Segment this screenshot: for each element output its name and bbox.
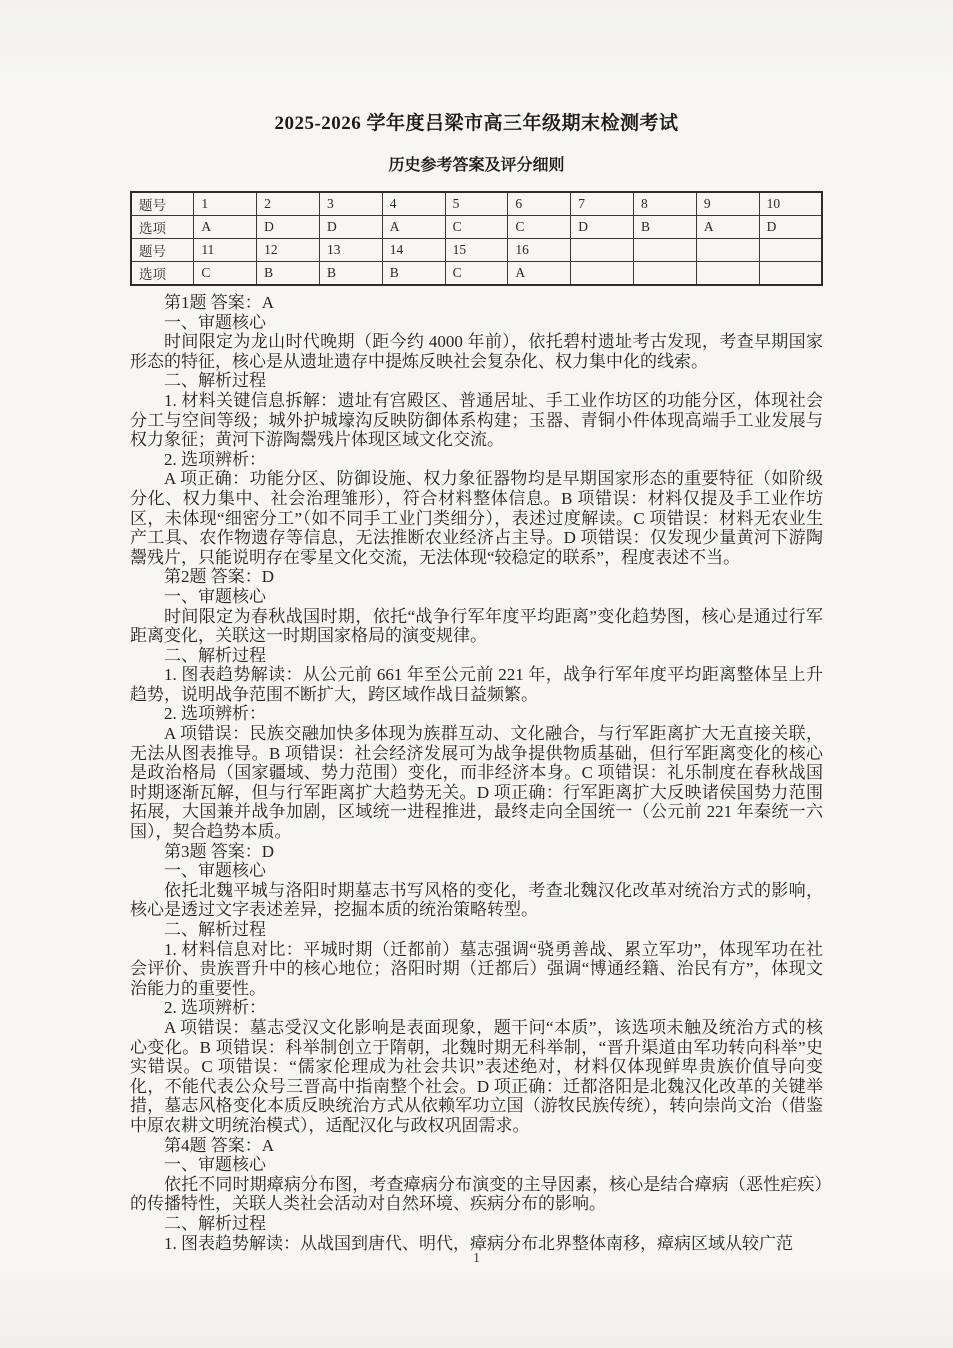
- answer-table-cell: 5: [445, 192, 508, 216]
- paragraph: A 项错误：民族交融加快多体现为族群互动、文化融合，与行军距离扩大无直接关联，无法从图表推导。B 项错误：社会经济发展可为战争提供物质基础，但行军距离变化的核心是政治格局（国家疆域、势力范围）变化，而非经济本身。C 项错误：礼乐制度在春秋战国时期逐渐瓦解，但与行军距离扩大趋势无关。D 项正确：行军距离扩大反映诸侯国势力范围拓展，大国兼并战争加剧，区域统一进程推进，最终走向全国统一（公元前 221 年秦统一六国），契合趋势本质。: [130, 724, 823, 842]
- answer-table-cell: 16: [508, 239, 571, 262]
- paragraph: 一、审题核心: [164, 1155, 266, 1175]
- answer-table-cell: A: [382, 216, 445, 239]
- answer-table-cell: C: [445, 262, 508, 286]
- paragraph: 依托不同时期瘴病分布图，考查瘴病分布演变的主导因素，核心是结合瘴病（恶性疟疾）的传播特性，关联人类社会活动对自然环境、疾病分布的影响。: [130, 1174, 823, 1214]
- answer-table-cell: [759, 262, 822, 286]
- paragraph: 第3题 答案：D: [164, 841, 275, 861]
- paragraph: 二、解析过程: [164, 1213, 266, 1233]
- answer-table-cell: [759, 239, 822, 262]
- paragraph: 1. 图表趋势解读：从战国到唐代、明代，瘴病分布北界整体南移，瘴病区域从较广范: [164, 1233, 793, 1253]
- answer-table-cell: 13: [319, 239, 382, 262]
- answer-table-cell: 选项: [131, 216, 194, 239]
- answer-table-cell: 7: [571, 192, 634, 216]
- paragraph: 二、解析过程: [164, 645, 266, 665]
- answer-table-cell: 14: [382, 239, 445, 262]
- answer-table-cell: 10: [759, 192, 822, 216]
- answer-table-cell: 题号: [131, 192, 194, 216]
- paragraph: A 项错误：墓志受汉文化影响是表面现象，题干问“本质”，该选项未触及统治方式的核心变化。B 项错误：科举制创立于隋朝，北魏时期无科举制，“晋升渠道由军功转向科举”史实错误。C 项错误：“儒家伦理成为社会共识”表述绝对，材料仅体现鲜卑贵族价值导向变化，不能代表公众号三晋高中指南整个社会。D 项正确：迁都洛阳是北魏汉化改革的关键举措，墓志风格变化本质反映统治方式从依赖军功立国（游牧民族传统），转向崇尚文治（借鉴中原农耕文明统治模式），适配汉化与政权巩固需求。: [130, 1017, 823, 1135]
- paragraph: 一、审题核心: [164, 861, 266, 881]
- answer-table-cell: 8: [634, 192, 697, 216]
- answer-table-cell: B: [257, 262, 320, 286]
- answer-table-body: [131, 192, 822, 285]
- answer-table-cell: [571, 239, 634, 262]
- answer-table-cell: 选项: [131, 262, 194, 286]
- answer-table-cell: B: [382, 262, 445, 286]
- paragraph: 时间限定为春秋战国时期，依托“战争行军年度平均距离”变化趋势图，核心是通过行军距离变化，关联这一时期国家格局的演变规律。: [130, 606, 823, 646]
- paragraph: 1. 材料关键信息拆解：遗址有宫殿区、普通居址、手工业作坊区的功能分区，体现社会分工与空间等级；城外护城壕沟反映防御体系构建；玉器、青铜小件体现高端手工业发展与权力象征；黄河下游陶鬶残片体现区域文化交流。: [130, 390, 823, 450]
- answer-table-cell: 12: [257, 239, 320, 262]
- paragraph: 时间限定为龙山时代晚期（距今约 4000 年前），依托碧村遗址考古发现，考查早期国家形态的特征，核心是从遗址遗存中提炼反映社会复杂化、权力集中化的线索。: [130, 332, 823, 371]
- paragraph: 1. 材料信息对比：平城时期（迁都前）墓志强调“骁勇善战、累立军功”，体现军功在社会评价、贵族晋升中的核心地位；洛阳时期（迁都后）强调“博通经籍、治民有方”，体现文治能力的重要性。: [130, 939, 823, 998]
- page-number: 1: [473, 1250, 480, 1265]
- answer-table-cell: 9: [696, 192, 759, 216]
- answer-table-cell: A: [194, 216, 257, 239]
- paragraph: 2. 选项辨析：: [164, 449, 266, 469]
- answer-table-cell: A: [696, 216, 759, 239]
- answer-table-cell: D: [319, 216, 382, 239]
- answer-table-cell: 15: [445, 239, 508, 262]
- answer-table-cell: C: [194, 262, 257, 286]
- paragraph: 1. 图表趋势解读：从公元前 661 年至公元前 221 年，战争行军年度平均距离整体呈上升趋势，说明战争范围不断扩大，跨区域作战日益频繁。: [130, 665, 823, 704]
- answer-table-cell: A: [508, 262, 571, 286]
- paragraph: 依托北魏平城与洛阳时期墓志书写风格的变化，考查北魏汉化改革对统治方式的影响，核心是透过文字表述差异，挖掘本质的统治策略转型。: [130, 880, 823, 920]
- answer-table-cell: 6: [508, 192, 571, 216]
- answer-table-cell: 2: [257, 192, 320, 216]
- answer-table-cell: [634, 262, 697, 286]
- answer-table-cell: 1: [194, 192, 257, 216]
- paragraph: 第2题 答案：D: [164, 567, 275, 587]
- document-subtitle: 历史参考答案及评分细则: [388, 157, 565, 174]
- answer-table-cell: 11: [194, 239, 257, 262]
- explanations: [130, 293, 823, 1253]
- document-content: [130, 0, 823, 1253]
- answer-table-cell: D: [759, 216, 822, 239]
- answer-key-table: [130, 191, 823, 286]
- paragraph: 一、审题核心: [164, 312, 266, 332]
- paragraph: 一、审题核心: [164, 586, 266, 606]
- paragraph: 第4题 答案：A: [164, 1135, 275, 1155]
- answer-table-cell: [571, 262, 634, 286]
- answer-table-cell: C: [508, 216, 571, 239]
- paragraph: 二、解析过程: [164, 371, 266, 391]
- answer-table-cell: 题号: [131, 239, 194, 262]
- answer-table-cell: B: [634, 216, 697, 239]
- answer-table-cell: [696, 262, 759, 286]
- answer-table-cell: [634, 239, 697, 262]
- answer-table-cell: D: [257, 216, 320, 239]
- answer-table-cell: D: [571, 216, 634, 239]
- answer-table-row: [131, 192, 822, 216]
- document-title: 2025-2026 学年度吕梁市高三年级期末检测考试: [274, 113, 679, 134]
- paragraph: 二、解析过程: [164, 920, 266, 939]
- answer-table-row: [131, 239, 822, 262]
- answer-table-cell: B: [319, 262, 382, 286]
- answer-table-cell: C: [445, 216, 508, 239]
- answer-table-row: [131, 216, 822, 239]
- answer-table-row: [131, 262, 822, 286]
- paragraph: A 项正确：功能分区、防御设施、权力象征器物均是早期国家形态的重要特征（如阶级分化、权力集中、社会治理雏形），符合材料整体信息。B 项错误：材料仅提及手工业作坊区，未体现“细密分工”（如不同手工业门类细分），表述过度解读。C 项错误：材料无农业生产工具、农作物遗存等信息，无法推断农业经济占主导。D 项错误：仅发现少量黄河下游陶鬶残片，只能说明存在零星文化交流，无法体现“较稳定的联系”，程度表述不当。: [130, 469, 823, 567]
- paragraph: 2. 选项辨析：: [164, 998, 266, 1018]
- answer-table-cell: 3: [319, 192, 382, 216]
- answer-table-cell: 4: [382, 192, 445, 216]
- paragraph: 2. 选项辨析：: [164, 704, 266, 724]
- answer-table-cell: [696, 239, 759, 262]
- paragraph: 第1题 答案：A: [164, 293, 275, 312]
